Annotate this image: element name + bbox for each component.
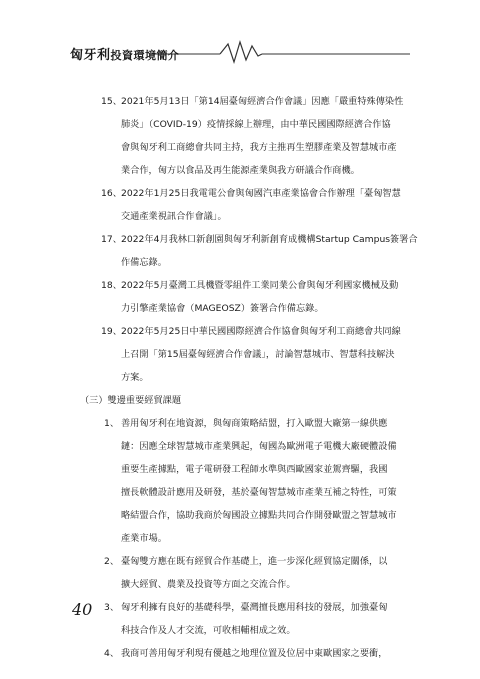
- item-number: 16、: [101, 188, 122, 199]
- item-line: 產業市場。: [121, 533, 167, 544]
- item-line: 2022年4月我林口新創園與匈牙利新創育成機構Startup Campus簽署合: [121, 234, 418, 245]
- item-line: 重要生產據點，電子電研發工程師水準與西歐國家並駕齊驅，我國: [121, 464, 388, 475]
- item-line: 會與匈牙利工商總會共同主持，我方主推再生塑膠產業及智慧城市產: [121, 142, 397, 153]
- item-line: 2022年1月25日我電電公會與匈國汽車產業協會合作辦理「臺匈智慧: [121, 188, 401, 199]
- item-number: 18、: [101, 280, 122, 291]
- item-line: 上召開「第15屆臺匈經濟合作會議」，討論智慧城市、智慧科技解決: [121, 349, 395, 360]
- item-line: 匈牙利擁有良好的基礎科學，臺灣擅長應用科技的發展，加強臺匈: [121, 602, 388, 613]
- item-line: 鏈：因應全球智慧城市產業興起，匈國為歐洲電子電機大廠硬體設備: [121, 441, 397, 452]
- item-number: 1、: [104, 418, 120, 429]
- item-line: 科技合作及人才交流，可收相輔相成之效。: [121, 625, 296, 636]
- item-number: 4、: [104, 648, 120, 659]
- item-line: 臺匈雙方應在既有經貿合作基礎上，進一步深化經貿協定關係，以: [121, 556, 388, 567]
- page-number: 40: [72, 600, 93, 619]
- item-line: 2021年5月13日「第14屆臺匈經濟合作會議」因應「嚴重特殊傳染性: [121, 96, 404, 107]
- item-line: 善用匈牙利在地資源，與匈商策略結盟，打入歐盟大廠第一線供應: [121, 418, 388, 429]
- item-line: 肺炎」（COVID-19）疫情採線上辦理，由中華民國國際經濟合作協: [121, 119, 391, 130]
- item-line: 2022年5月臺灣工具機暨零組件工業同業公會與匈牙利國家機械及動: [121, 280, 399, 291]
- header-title-main: 匈牙利: [70, 48, 111, 63]
- header-title-sub: 投資環境簡介: [110, 49, 180, 62]
- item-line: 力引擎產業協會（MAGEOSZ）簽署合作備忘錄。: [121, 303, 324, 314]
- item-number: 3、: [104, 602, 120, 613]
- item-line: 我商可善用匈牙利現有優越之地理位置及位居中東歐國家之要衝，: [121, 648, 388, 659]
- item-line: 擅長軟體設計應用及研發，基於臺匈智慧城市產業互補之特性，可策: [121, 487, 397, 498]
- item-number: 2、: [104, 556, 120, 567]
- item-line: 業合作，匈方以食品及再生能源產業與我方研議合作商機。: [121, 165, 360, 176]
- item-line: 交通產業視訊合作會議」。: [121, 211, 227, 222]
- item-line: 2022年5月25日中華民國國際經濟合作協會與匈牙利工商總會共同線: [121, 326, 401, 337]
- item-line: 作備忘錄。: [121, 257, 167, 268]
- item-number: 19、: [101, 326, 122, 337]
- item-number: 15、: [101, 96, 122, 107]
- item-line: 方案。: [121, 372, 149, 383]
- item-line: 擴大經貿、農業及投資等方面之交流合作。: [121, 579, 296, 590]
- item-number: 17、: [101, 234, 122, 245]
- section-title: （三）雙邊重要經貿課題: [80, 395, 182, 406]
- item-line: 略結盟合作，協助我商於匈國設立據點共同合作開發歐盟之智慧城市: [121, 510, 397, 521]
